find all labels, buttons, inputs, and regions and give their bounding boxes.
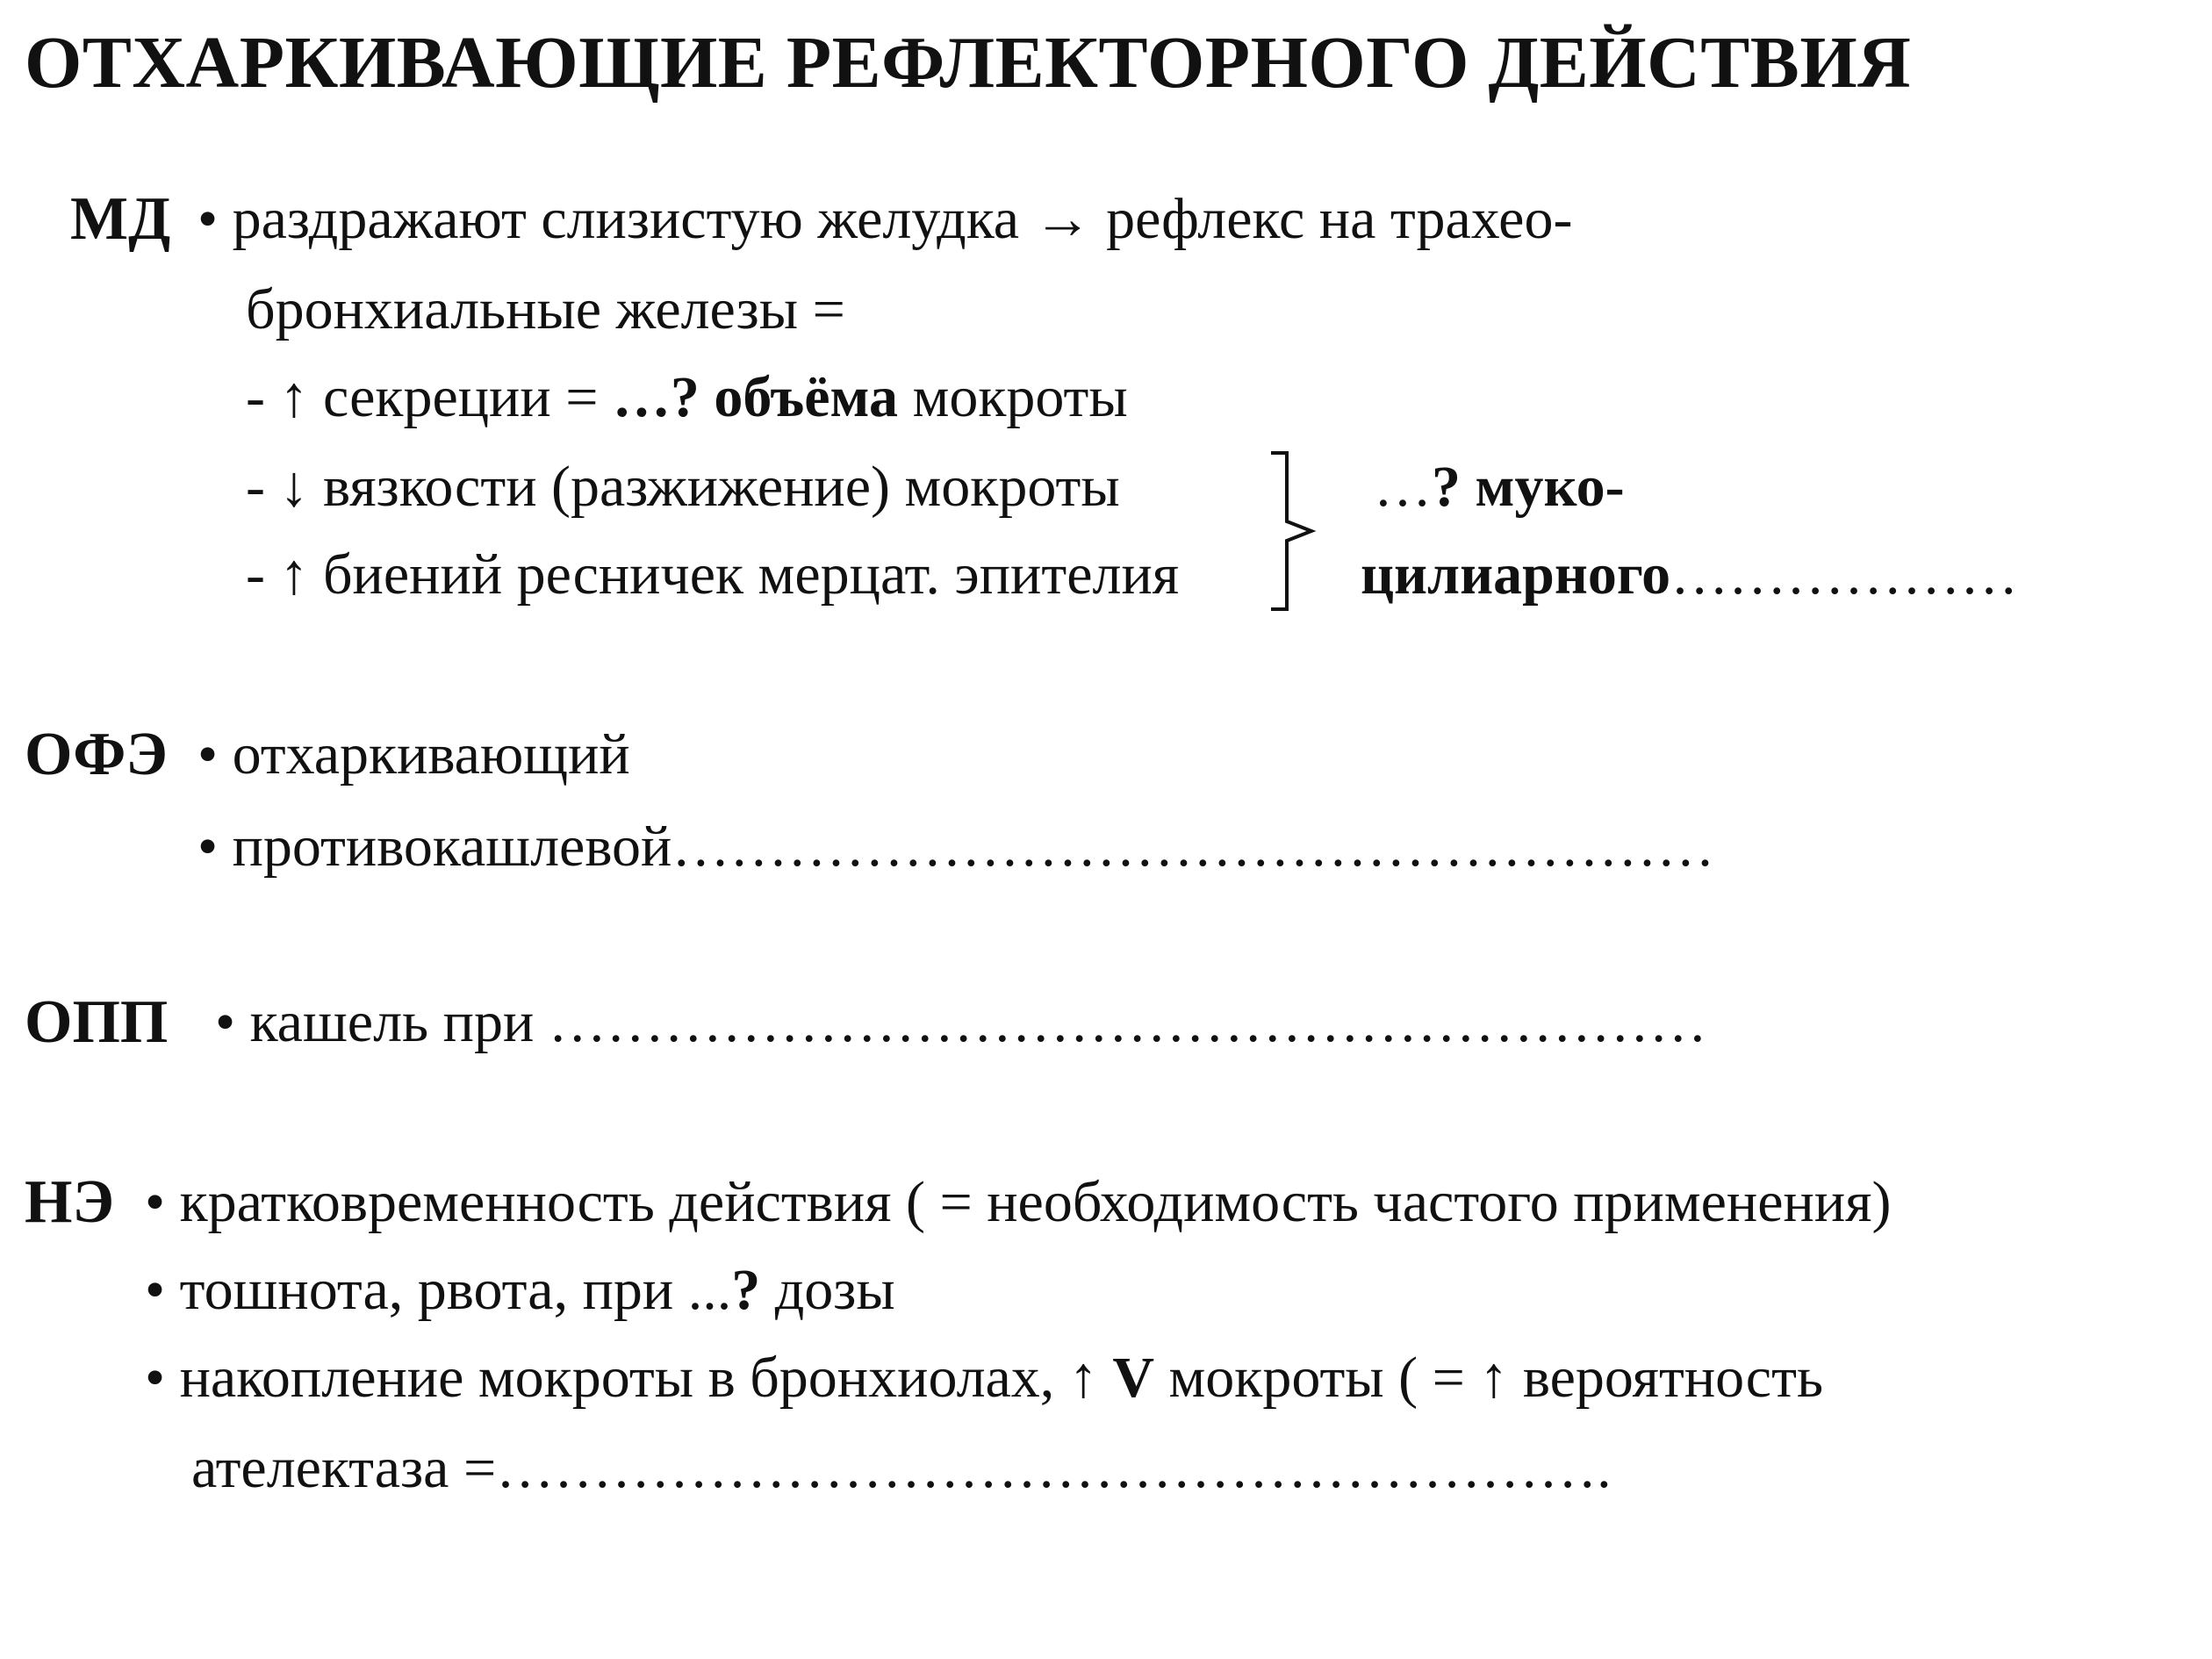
ne-item-sputum-volume: V	[1112, 1346, 1154, 1410]
md-group-muco: ? муко-	[1432, 455, 1625, 519]
ne-item-short-action: • кратковременность действия ( = необходимость частого применения)	[145, 1170, 1892, 1234]
section-label-md: МД	[70, 185, 171, 253]
md-group-line-2	[1361, 542, 2019, 607]
md-item-secretion-suffix: мокроты	[898, 365, 1128, 429]
md-group-dots: ………………	[1670, 542, 2019, 607]
page-title: ОТХАРКИВАЮЩИЕ РЕФЛЕКТОРНОГО ДЕЙСТВИЯ	[25, 22, 1912, 104]
section-label-ofe: ОФЭ	[25, 721, 168, 788]
md-item-secretion-prefix: - ↑ секреции =	[246, 365, 613, 429]
md-item-secretion	[246, 365, 1128, 429]
md-item-viscosity: - ↓ вязкости (разжижение) мокроты	[246, 455, 1120, 519]
section-label-opp: ОПП	[25, 988, 169, 1056]
ne-item-nausea-blank: ?	[731, 1258, 761, 1322]
ne-item-atelectasis: ателектаза =………………………………………………….	[191, 1436, 1612, 1500]
opp-item-cough: • кашель при ……………………………………………………	[215, 990, 1707, 1054]
md-line-1: • раздражают слизистую желудка → рефлекс на трахео-	[198, 187, 1573, 251]
ne-item-nausea	[145, 1258, 895, 1322]
md-line-2: бронхиальные железы =	[246, 277, 845, 341]
ofe-item-antitussive: • противокашлевой………………………………………………	[198, 815, 1715, 879]
ofe-item-expectorant: • отхаркивающий	[198, 722, 630, 786]
md-item-cilia: - ↑ биений ресничек мерцат. эпителия	[246, 542, 1180, 607]
ne-item-nausea-prefix: • тошнота, рвота, при ...	[145, 1258, 732, 1322]
section-label-ne: НЭ	[25, 1168, 114, 1236]
ne-item-sputum-suffix: мокроты ( = ↑ вероятность	[1153, 1346, 1824, 1410]
ne-item-sputum-prefix: • накопление мокроты в бронхиолах, ↑	[145, 1346, 1113, 1410]
md-group-ciliary: цилиарного	[1361, 542, 1671, 607]
ne-item-nausea-suffix: дозы	[760, 1258, 895, 1322]
md-item-secretion-blank: …? объёма	[612, 365, 899, 429]
right-brace-icon	[1264, 448, 1334, 614]
md-group-line-1	[1374, 455, 1625, 519]
md-group-ellipsis: …	[1374, 455, 1432, 519]
ne-item-sputum	[145, 1346, 1824, 1410]
